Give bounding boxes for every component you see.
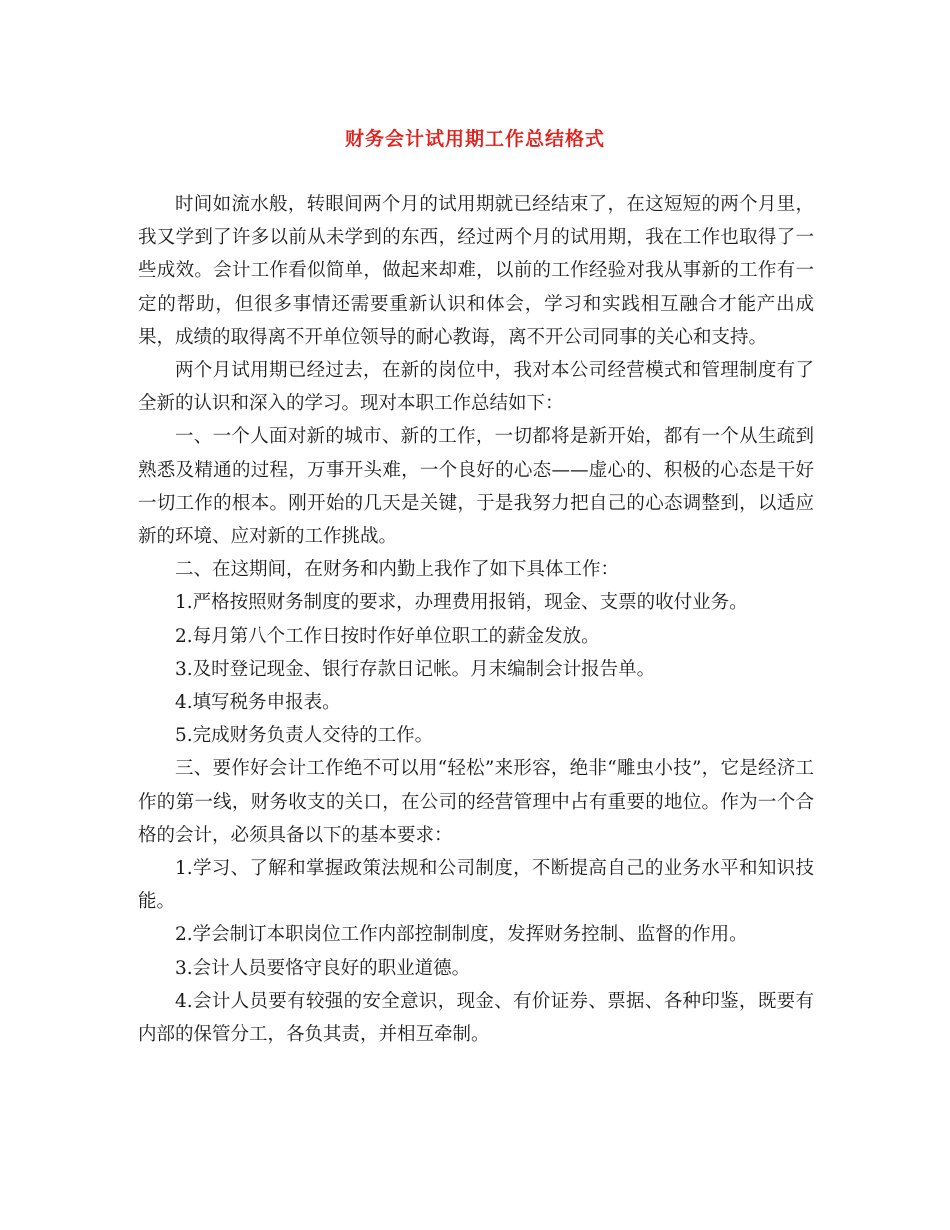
list-item: 3.会计人员要恪守良好的职业道德。 bbox=[175, 957, 471, 979]
document-title: 财务会计试用期工作总结格式 bbox=[344, 128, 605, 150]
paragraph-overview: 两个月试用期已经过去，在新的岗位中，我对本公司经营模式和管理制度有了全新的认识和深入的学习。现对本职工作总结如下： bbox=[138, 360, 814, 415]
list-item: 2.每月第八个工作日按时作好单位职工的薪金发放。 bbox=[175, 625, 600, 647]
document-body bbox=[138, 188, 814, 1051]
paragraph-intro: 时间如流水般，转眼间两个月的试用期就已经结束了，在这短短的两个月里，我又学到了许多以前从未学到的东西，经过两个月的试用期，我在工作也取得了一些成效。会计工作看似简单，做起来却难，以前的工作经验对我从事新的工作有一定的帮助，但很多事情还需要重新认识和体会，学习和实践相互融合才能产出成果，成绩的取得离不开单位领导的耐心教诲，离不开公司同事的关心和支持。 bbox=[138, 194, 814, 348]
list-item: 4.会计人员要有较强的安全意识，现金、有价证券、票据、各种印鉴，既要有内部的保管分工，各负其责，并相互牵制。 bbox=[138, 990, 814, 1046]
paragraph-section-one: 一、一个人面对新的城市、新的工作，一切都将是新开始，都有一个从生疏到熟悉及精通的过程，万事开头难，一个良好的心态——虚心的、积极的心态是干好一切工作的根本。刚开始的几天是关键，于是我努力把自己的心态调整到，以适应新的环境、应对新的工作挑战。 bbox=[138, 426, 814, 548]
list-item: 1.学习、了解和掌握政策法规和公司制度，不断提高自己的业务水平和知识技能。 bbox=[138, 858, 814, 913]
list-item: 5.完成财务负责人交待的工作。 bbox=[175, 725, 434, 747]
list-item: 1.严格按照财务制度的要求，办理费用报销，现金、支票的收付业务。 bbox=[175, 592, 748, 614]
list-item: 3.及时登记现金、银行存款日记帐。月末编制会计报告单。 bbox=[175, 658, 656, 680]
list-item: 4.填写税务申报表。 bbox=[175, 692, 341, 714]
paragraph-section-two: 二、在这期间，在财务和内勤上我作了如下具体工作： bbox=[175, 559, 620, 581]
list-item: 2.学会制订本职岗位工作内部控制制度，发挥财务控制、监督的作用。 bbox=[175, 924, 748, 946]
paragraph-section-three: 三、要作好会计工作绝不可以用“轻松”来形容，绝非“雕虫小技”，它是经济工作的第一线，财务收支的关口，在公司的经营管理中占有重要的地位。作为一个合格的会计，必须具备以下的基本要求： bbox=[138, 758, 814, 846]
